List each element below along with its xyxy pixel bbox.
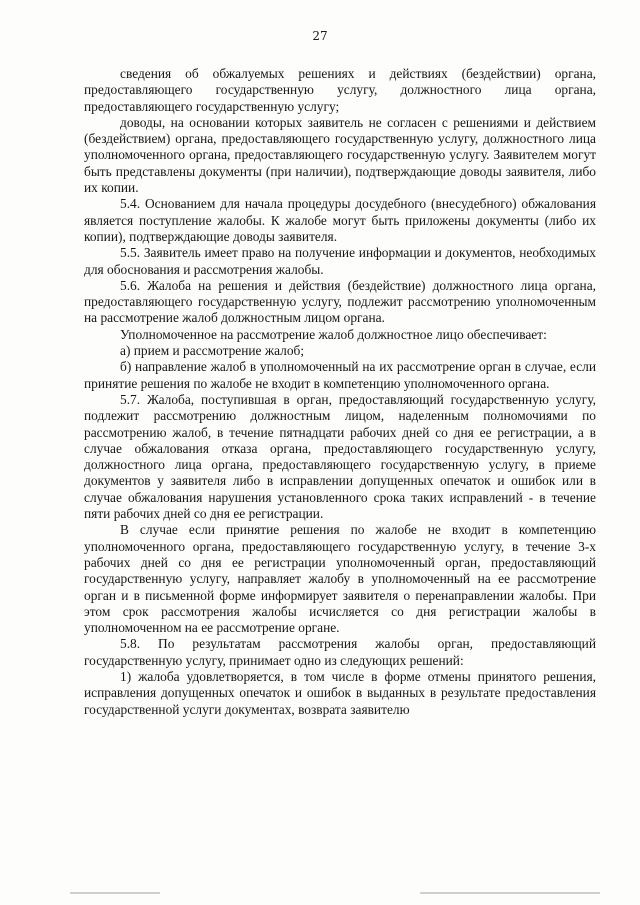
scan-edge-mark [420,892,600,894]
paragraph-5-7: 5.7. Жалоба, поступившая в орган, предоставляющий государственную услугу, подлежит рассмотрению должностным лицом, наделенным полномочиями по рассмотрению жалоб, в течение пятнадцати рабочих дней со дня ее регистрации, а в случае обжалования отказа органа, предоставляющего государственную услугу, должностного лица органа, предоставляющего государственную услугу, в приеме документов у заявителя либо в исправлении допущенных опечаток и ошибок или в случае обжалования нарушения установленного срока таких исправлений - в течение пяти рабочих дней со дня ее регистрации. [84,391,596,522]
paragraph-redirect: В случае если принятие решения по жалобе не входит в компетенцию уполномоченного органа, предоставляющего государственную услугу, в течение 3-х рабочих дней со дня ее регистрации уполномоченный орган, предоставляющий государственную услугу, направляет жалобу в уполномоченный на ее рассмотрение орган и в письменной форме информирует заявителя о перенаправлении жалобы. При этом срок рассмотрения жалобы исчисляется со дня регистрации жалобы в уполномоченном на ее рассмотрение органе. [84,522,596,636]
paragraph-official-duties: Уполномоченное на рассмотрение жалоб должностное лицо обеспечивает: [120,326,547,342]
paragraph-5-8: 5.8. По результатам рассмотрения жалобы орган, предоставляющий государственную услугу, принимает одно из следующих решений: [84,636,596,668]
paragraph-5-6: 5.6. Жалоба на решения и действия (бездействие) должностного лица органа, предоставляющего государственную услугу, подлежит рассмотрению уполномоченным на рассмотрение жалоб должностным лицом органа. [84,277,596,326]
paragraph-5-5: 5.5. Заявитель имеет право на получение информации и документов, необходимых для обоснования и рассмотрения жалобы. [84,245,596,277]
paragraph-decision-1: 1) жалоба удовлетворяется, в том числе в форме отмены принятого решения, исправления допущенных опечаток и ошибок в выданных в результате предоставления государственной услуги документах, возврата заявителю [84,668,596,717]
paragraph-5-4: 5.4. Основанием для начала процедуры досудебного (внесудебного) обжалования является поступление жалобы. К жалобе могут быть приложены документы (либо их копии), подтверждающие доводы заявителя. [84,196,596,244]
document-body [84,66,596,718]
paragraph-duty-a: а) прием и рассмотрение жалоб; [120,343,305,359]
scan-edge-mark [70,892,160,894]
page-number: 27 [312,29,328,43]
paragraph-complaint-info: сведения об обжалуемых решениях и действиях (бездействии) органа, предоставляющего государственную услугу, должностного лица органа, предоставляющего государственную услугу; [84,66,596,114]
paragraph-arguments: доводы, на основании которых заявитель не согласен с решениями и действием (бездействием) органа, предоставляющего государственную услугу, должностного лица уполномоченного органа, предоставляющего государственную услугу. Заявителем могут быть представлены документы (при наличии), подтверждающие доводы заявителя, либо их копии. [84,114,596,196]
paragraph-duty-b: б) направление жалоб в уполномоченный на их рассмотрение орган в случае, если принятие решения по жалобе не входит в компетенцию уполномоченного органа. [84,359,596,391]
